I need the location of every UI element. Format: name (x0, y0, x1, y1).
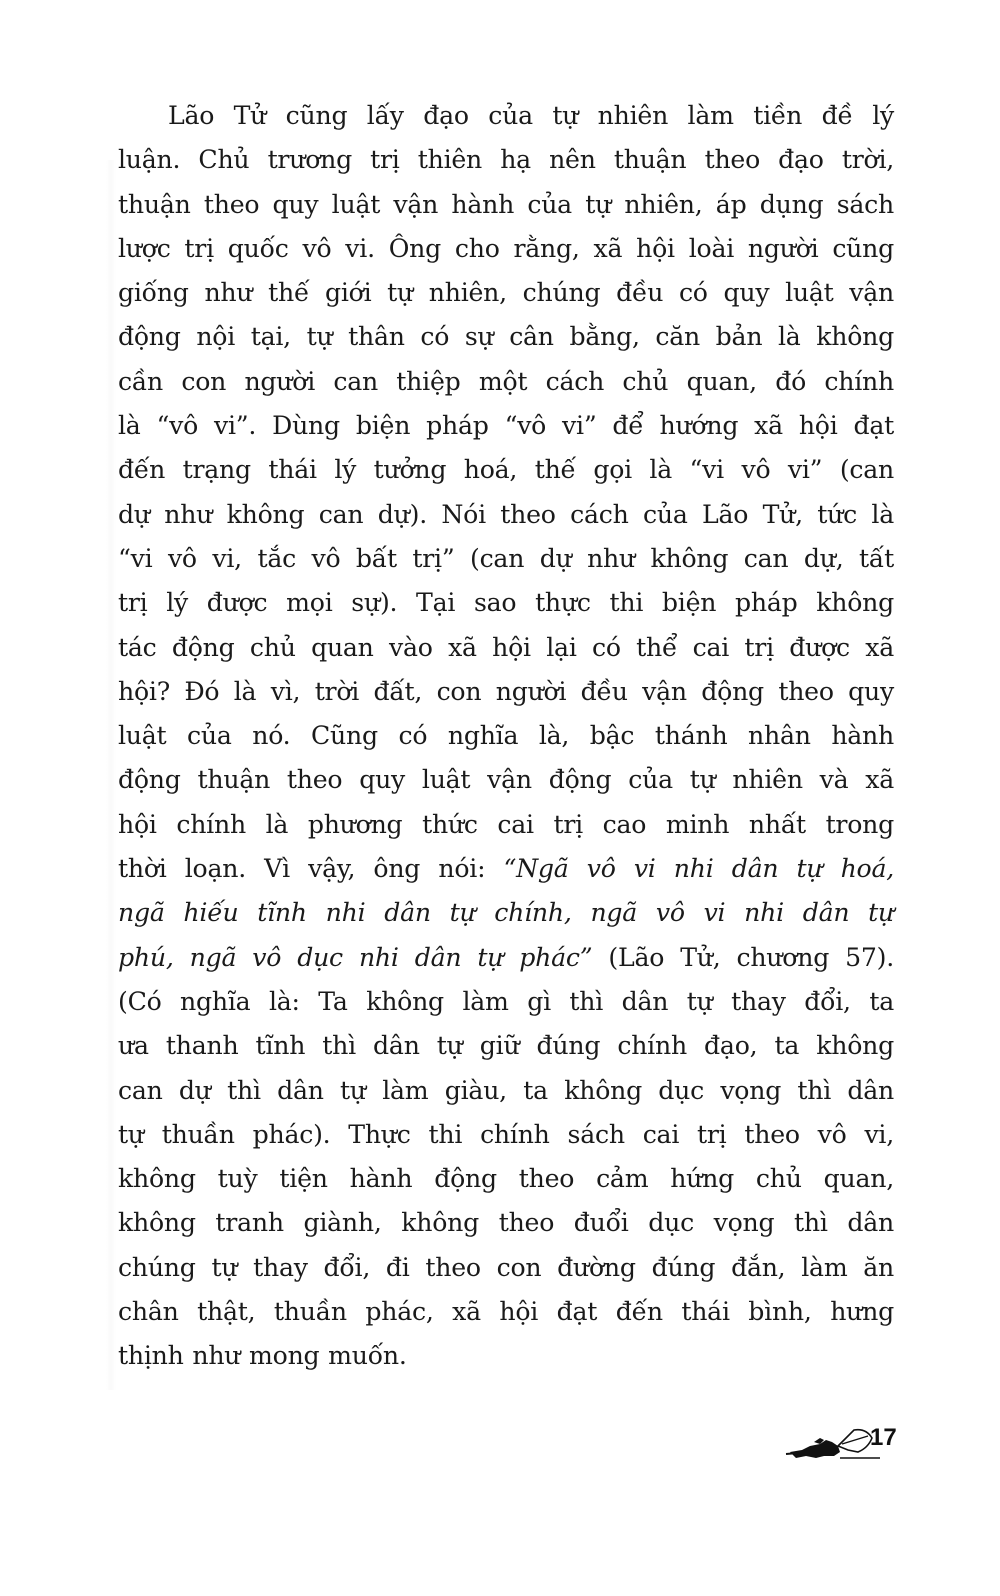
text-line: luận. Chủ trương trị thiên hạ nên thuận theo đạo trời, (118, 145, 894, 175)
text-line-with-quote (118, 936, 894, 980)
citation: (Lão Tử, chương 57). (592, 942, 894, 972)
text-line-with-quote (118, 847, 894, 891)
text-segment: thời loạn. Vì vậy, ông nói: (118, 854, 504, 884)
page-number: 17 (870, 1424, 897, 1451)
text-line: chân thật, thuần phác, xã hội đạt đến thái bình, hưng (118, 1297, 894, 1327)
text-line: hội chính là phương thức cai trị cao minh nhất trong (118, 809, 894, 839)
text-line: đến trạng thái lý tưởng hoá, thế gọi là “vi vô vi” (can (118, 455, 894, 485)
text-line: tác động chủ quan vào xã hội lại có thể cai trị được xã (118, 632, 894, 662)
text-line-last: thịnh như mong muốn. (118, 1341, 407, 1371)
quoted-text: phú, ngã vô dục nhi dân tự phác” (118, 942, 593, 972)
text-line: dự như không can dự). Nói theo cách của Lão Tử, tức là (118, 499, 894, 529)
text-line: cần con người can thiệp một cách chủ quan, đó chính (118, 366, 894, 396)
text-line: chúng tự thay đổi, đi theo con đường đúng đắn, làm ăn (118, 1252, 894, 1282)
body-paragraph (118, 94, 894, 1379)
text-line: lược trị quốc vô vi. Ông cho rằng, xã hội loài người cũng (118, 233, 894, 263)
text-line: động nội tại, tự thân có sự cân bằng, căn bản là không (118, 322, 894, 352)
text-line: giống như thế giới tự nhiên, chúng đều có quy luật vận (118, 278, 894, 308)
text-line: “vi vô vi, tắc vô bất trị” (can dự như không can dự, tất (118, 543, 894, 573)
text-line: ưa thanh tĩnh thì dân tự giữ đúng chính đạo, ta không (118, 1031, 894, 1061)
text-line: trị lý được mọi sự). Tại sao thực thi biện pháp không (118, 588, 894, 618)
text-line: thuận theo quy luật vận hành của tự nhiên, áp dụng sách (118, 189, 894, 219)
text-line: động thuận theo quy luật vận động của tự nhiên và xã (118, 765, 894, 795)
text-line: không tuỳ tiện hành động theo cảm hứng chủ quan, (118, 1164, 894, 1194)
quill-ornament-icon (780, 1422, 880, 1462)
text-line: tự thuần phác). Thực thi chính sách cai trị theo vô vi, (118, 1119, 894, 1149)
text-line: (Có nghĩa là: Ta không làm gì thì dân tự thay đổi, ta (118, 986, 894, 1016)
text-line: luật của nó. Cũng có nghĩa là, bậc thánh nhân hành (118, 721, 894, 751)
text-line-quote (118, 891, 894, 935)
quoted-text: ngã hiếu tĩnh nhi dân tự chính, ngã vô vi nhi dân tự (118, 898, 894, 928)
scan-margin-shadow (106, 160, 116, 1390)
text-line: không tranh giành, không theo đuổi dục vọng thì dân (118, 1208, 894, 1238)
page-footer (780, 1422, 900, 1462)
text-line: can dự thì dân tự làm giàu, ta không dục vọng thì dân (118, 1075, 894, 1105)
text-line: hội? Đó là vì, trời đất, con người đều vận động theo quy (118, 676, 894, 706)
text-line: Lão Tử cũng lấy đạo của tự nhiên làm tiền đề lý (168, 101, 894, 130)
quoted-text: “Ngã vô vi nhi dân tự hoá, (503, 854, 894, 884)
text-line: là “vô vi”. Dùng biện pháp “vô vi” để hướng xã hội đạt (118, 411, 894, 441)
